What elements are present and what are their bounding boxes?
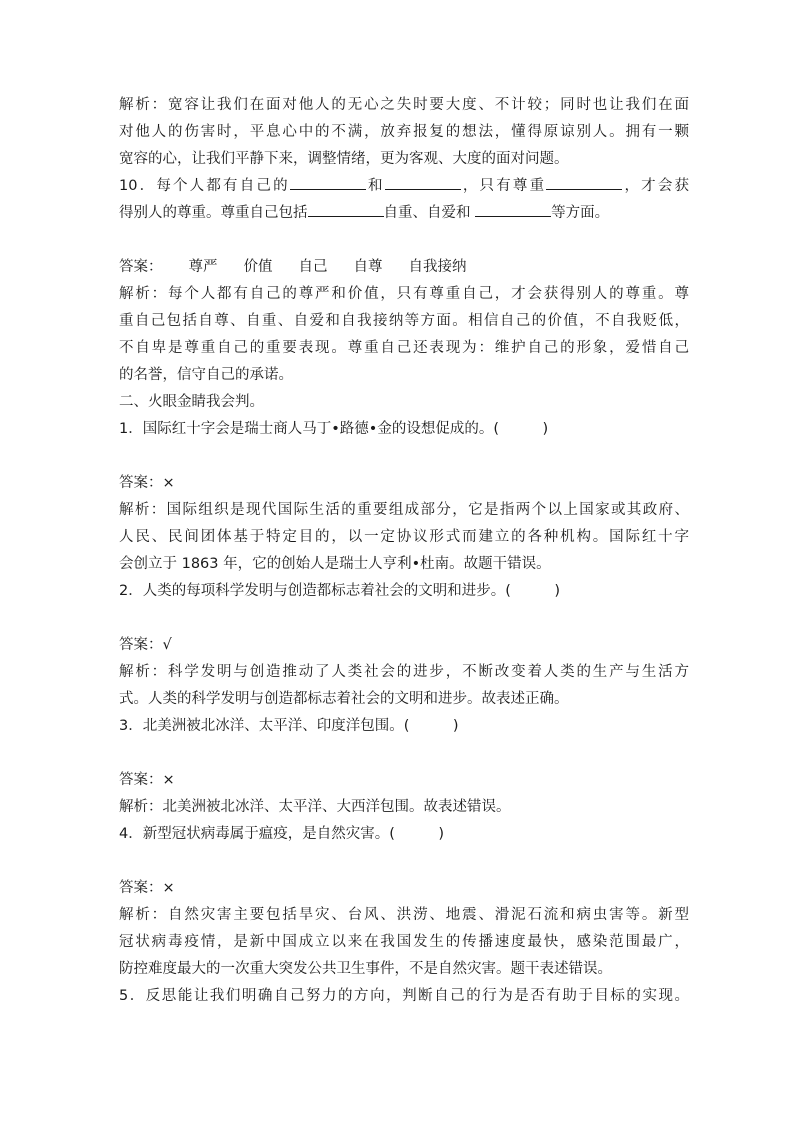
explanation-line: 冠状病毒疫情，是新中国成立以来在我国发生的传播速度最快，感染范围最广， (119, 934, 689, 950)
explanation-line: 防控难度最大的一次重大突发公共卫生事件，不是自然灾害。题干表述错误。 (119, 961, 612, 977)
section-heading: 二、火眼金睛我会判。 (119, 394, 264, 410)
question-10-line-2: 得别人的尊重。尊重自己包括 自重、自爱和 等方面。 (119, 200, 689, 227)
fill-blank (385, 174, 461, 190)
answer-item: 自尊 (353, 259, 383, 275)
answer-3: 答案：× (119, 772, 175, 788)
answer-2: 答案：√ (119, 637, 172, 653)
answer-item: 自我接纳 (408, 259, 467, 275)
fill-blank (290, 174, 366, 190)
answer-item: 自己 (298, 259, 328, 275)
answer-1: 答案：× (119, 475, 175, 491)
explanation-line: 重自己包括自尊、自重、自爱和自我接纳等方面。相信自己的价值，不自我贬低， (119, 313, 689, 329)
explanation-line: 的名誉，信守自己的承诺。 (119, 367, 293, 383)
fill-blank (308, 201, 384, 217)
explanation-line: 解析：宽容让我们在面对他人的无心之失时要大度、不计较；同时也让我们在面 (119, 97, 689, 113)
answer-10: 答案： 尊严 价值 自己 自尊 自我接纳 (119, 254, 689, 281)
document-page (119, 92, 689, 1010)
explanation-line: 解析：科学发明与创造推动了人类社会的进步，不断改变着人类的生产与生活方 (119, 664, 689, 680)
explanation-line: 对他人的伤害时，平息心中的不满，放弃报复的想法，懂得原谅别人。拥有一颗 (119, 124, 689, 140)
explanation-line: 人民、民间团体基于特定目的，以一定协议形式而建立的各种机构。国际红十字 (119, 529, 689, 545)
answer-item: 价值 (243, 259, 273, 275)
explanation-line: 不自卑是尊重自己的重要表现。尊重自己还表现为：维护自己的形象，爱惜自己 (119, 340, 689, 356)
explanation-line: 解析：国际组织是现代国际生活的重要组成部分，它是指两个以上国家或其政府、 (119, 502, 689, 518)
explanation-line: 宽容的心，让我们平静下来，调整情绪，更为客观、大度的面对问题。 (119, 151, 569, 167)
question-10-line-1: 10．每个人都有自己的 和 ，只有尊重 ，才会获 (119, 173, 689, 200)
explanation-line: 式。人类的科学发明与创造都标志着社会的文明和进步。故表述正确。 (119, 691, 569, 707)
judgement-question-5: 5．反思能让我们明确自己努力的方向，判断自己的行为是否有助于目标的实现。 (119, 988, 689, 1004)
judgement-question-4: 4．新型冠状病毒属于瘟疫，是自然灾害。( ) (119, 826, 445, 842)
judgement-question-3: 3．北美洲被北冰洋、太平洋、印度洋包围。( ) (119, 718, 459, 734)
fill-blank (475, 201, 551, 217)
explanation-line: 解析：北美洲被北冰洋、太平洋、大西洋包围。故表述错误。 (119, 799, 511, 815)
judgement-question-1: 1．国际红十字会是瑞士商人马丁•路德•金的设想促成的。( ) (119, 421, 549, 437)
fill-blank (546, 174, 622, 190)
judgement-question-2: 2．人类的每项科学发明与创造都标志着社会的文明和进步。( ) (119, 583, 561, 599)
explanation-line: 会创立于 1863 年，它的创始人是瑞士人亨利•杜南。故题干错误。 (119, 556, 551, 572)
explanation-line: 解析：每个人都有自己的尊严和价值，只有尊重自己，才会获得别人的尊重。尊 (119, 286, 689, 302)
explanation-line: 解析：自然灾害主要包括旱灾、台风、洪涝、地震、滑泥石流和病虫害等。新型 (119, 907, 689, 923)
answer-4: 答案：× (119, 880, 175, 896)
answer-item: 尊严 (188, 259, 218, 275)
